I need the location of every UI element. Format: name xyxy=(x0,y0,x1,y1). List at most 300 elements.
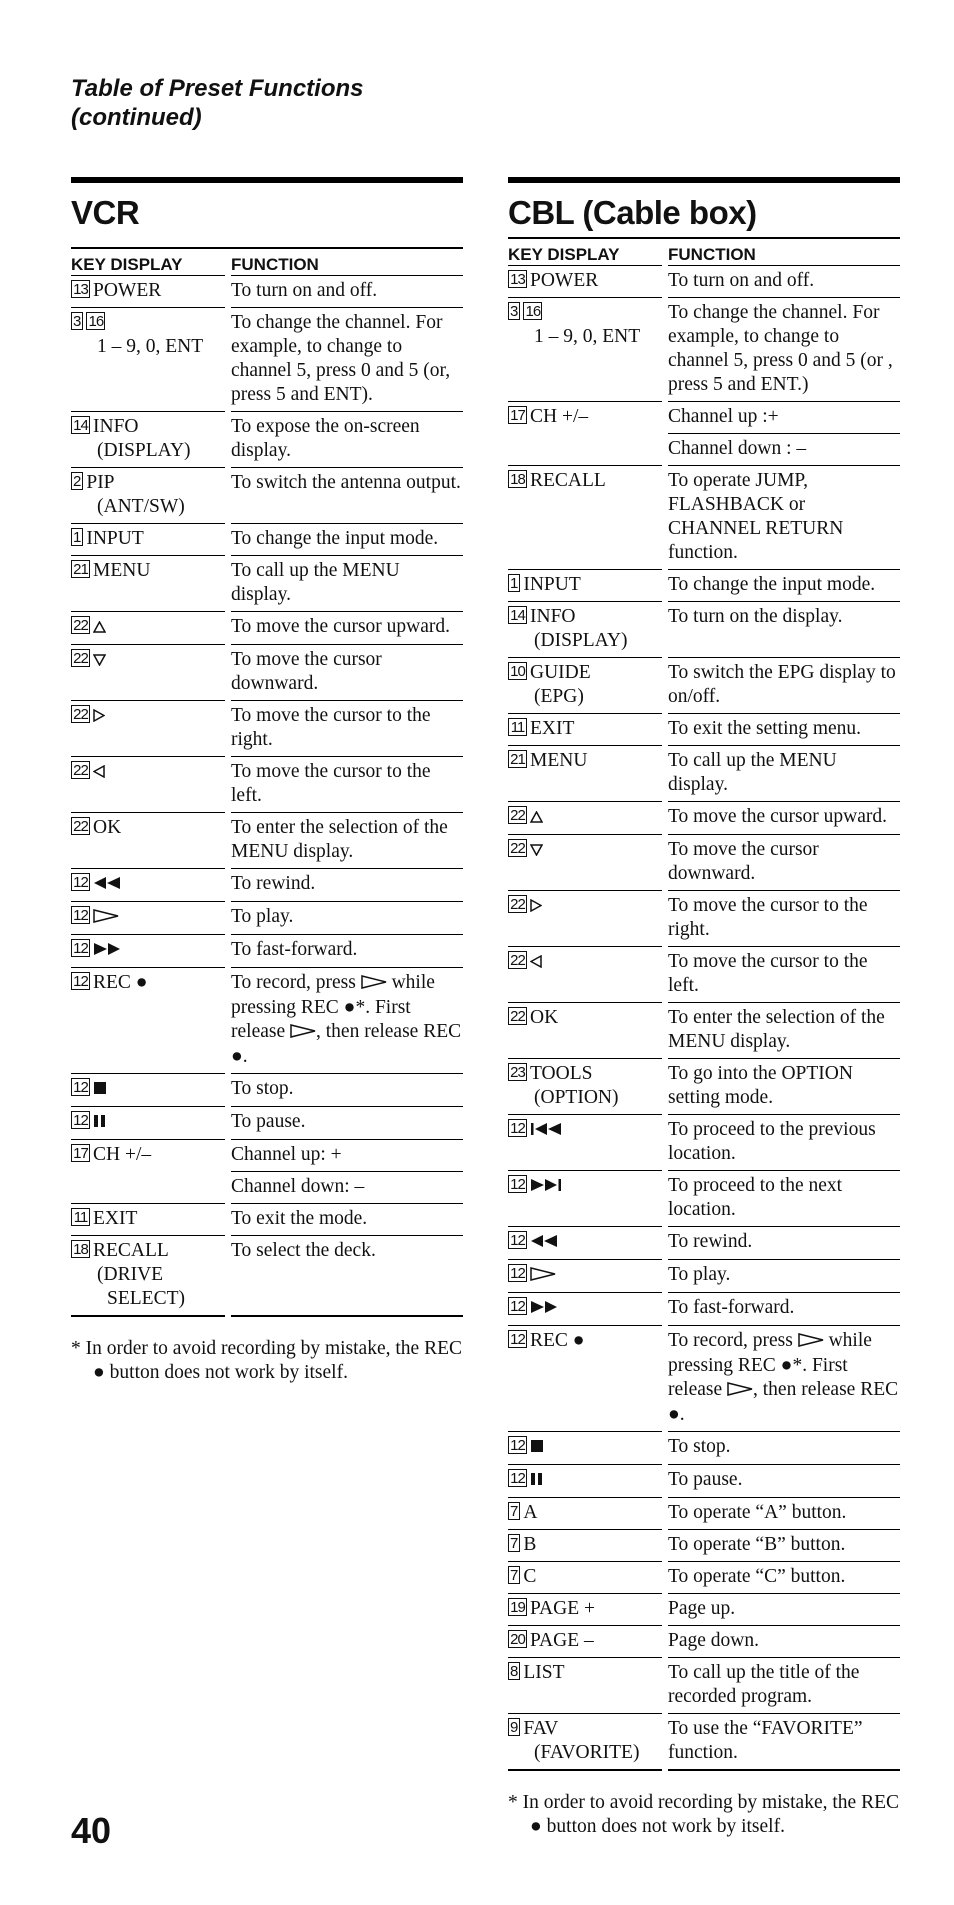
key-number-box: 22 xyxy=(508,806,527,824)
function-cell xyxy=(668,802,900,835)
page-number: 40 xyxy=(71,1810,112,1851)
key-number-box: 12 xyxy=(508,1436,527,1454)
function-cell xyxy=(668,1530,900,1562)
key-number-box: 1 xyxy=(73,529,82,546)
function-text: To move the cursor to the left. xyxy=(668,947,900,1003)
key-display-cell xyxy=(508,1227,662,1260)
table-row xyxy=(508,1626,900,1658)
function-cell xyxy=(231,276,463,308)
table-row xyxy=(508,802,900,835)
function-cell xyxy=(668,266,900,298)
tri-left-icon xyxy=(93,761,105,785)
rewind-icon xyxy=(530,1231,558,1255)
function-cell xyxy=(231,612,463,645)
table-row xyxy=(508,1714,900,1771)
key-label: OK xyxy=(530,1007,559,1028)
table-row xyxy=(71,869,463,902)
key-number-box: 12 xyxy=(508,1231,527,1249)
key-display-cell xyxy=(71,902,225,935)
key-number-box: 12 xyxy=(71,1078,90,1096)
heading-line-1: Table of Preset Functions xyxy=(71,75,364,102)
key-number-box: 22 xyxy=(71,649,90,667)
function-text: To switch the antenna output. xyxy=(231,468,463,524)
function-text: To call up the MENU display. xyxy=(231,556,463,612)
tri-down-icon xyxy=(530,839,543,863)
function-text: To move the cursor to the left. xyxy=(231,757,463,813)
key-number-box: 7 xyxy=(510,1567,519,1584)
function-text: Page up. xyxy=(668,1594,900,1626)
table-row xyxy=(508,1326,900,1432)
key-display-cell xyxy=(508,1658,662,1714)
play-icon xyxy=(530,1264,556,1288)
function-cell xyxy=(231,645,463,701)
table-row xyxy=(508,1003,900,1059)
key-display-header: KEY DISPLAY xyxy=(508,239,662,266)
function-header: FUNCTION xyxy=(668,239,900,266)
tri-left-icon xyxy=(530,951,542,975)
key-label: RECALL xyxy=(530,470,606,491)
table-row xyxy=(71,468,463,524)
key-label: GUIDE xyxy=(530,662,591,683)
table-row xyxy=(508,1432,900,1465)
function-cell xyxy=(668,1658,900,1714)
key-label: INPUT xyxy=(86,528,144,549)
function-cell xyxy=(231,308,463,412)
key-display-cell xyxy=(508,1115,662,1171)
function-text: To switch the EPG display to on/off. xyxy=(668,658,900,714)
table-row xyxy=(71,412,463,468)
key-number-box: 3 xyxy=(510,303,519,320)
key-number-box: 12 xyxy=(508,1469,527,1487)
function-text: To change the channel. For example, to change to channel 5, press 0 and 5 (or , press 5 and ENT.) xyxy=(668,298,900,402)
function-cell xyxy=(668,1465,900,1498)
stop-icon xyxy=(93,1078,107,1102)
tri-right-icon xyxy=(93,705,105,729)
key-label: MENU xyxy=(530,750,588,771)
key-number-box: 22 xyxy=(508,1007,527,1025)
pause-icon xyxy=(530,1469,544,1493)
key-number-box: 12 xyxy=(508,1330,527,1348)
key-number-box: 12 xyxy=(71,906,90,924)
function-text: To fast-forward. xyxy=(231,935,463,968)
function-text: To proceed to the previous location. xyxy=(668,1115,900,1171)
function-cell xyxy=(231,813,463,869)
function-text: Channel down: – xyxy=(231,1172,463,1204)
key-label: MENU xyxy=(93,560,151,581)
table-row xyxy=(508,1498,900,1530)
key-label: B xyxy=(523,1534,537,1555)
table-row xyxy=(71,701,463,757)
function-cell xyxy=(231,968,463,1074)
key-number-box: 12 xyxy=(508,1264,527,1282)
key-number-box: 12 xyxy=(71,1111,90,1129)
table-row xyxy=(508,1115,900,1171)
vcr-table xyxy=(71,247,463,1317)
table-row xyxy=(71,1107,463,1140)
function-text: To move the cursor upward. xyxy=(231,612,463,645)
fast-forward-icon xyxy=(530,1297,558,1321)
key-number-box: 3 xyxy=(73,313,82,330)
key-display-cell xyxy=(71,1107,225,1140)
key-display-cell xyxy=(508,1498,662,1530)
key-display-cell xyxy=(71,524,225,556)
tri-right-icon xyxy=(530,895,542,919)
function-cell xyxy=(231,701,463,757)
function-text: To exit the mode. xyxy=(231,1204,463,1236)
function-cell xyxy=(668,1626,900,1658)
table-row xyxy=(71,968,463,1074)
key-number-box: 22 xyxy=(508,839,527,857)
stop-icon xyxy=(530,1436,544,1460)
key-display-cell xyxy=(508,658,662,714)
key-display-cell xyxy=(71,757,225,813)
key-number-box: 21 xyxy=(71,560,90,578)
key-number-box: 19 xyxy=(508,1598,527,1616)
key-display-cell xyxy=(508,1530,662,1562)
function-cell xyxy=(668,658,900,714)
key-label-continued: (DISPLAY) xyxy=(534,630,628,651)
function-text: To change the channel. For example, to change to channel 5, press 0 and 5 (or, press 5 and ENT). xyxy=(231,308,463,412)
function-cell xyxy=(231,902,463,935)
key-label-continued: 1 – 9, 0, ENT xyxy=(534,326,641,347)
key-label: PAGE – xyxy=(530,1630,594,1651)
key-number-box: 16 xyxy=(86,312,105,330)
function-text: To fast-forward. xyxy=(668,1293,900,1326)
function-text: To play. xyxy=(231,902,463,935)
key-display-cell xyxy=(508,570,662,602)
key-display-cell xyxy=(508,298,662,402)
key-label: INFO xyxy=(93,416,139,437)
function-cell xyxy=(231,1140,463,1204)
function-cell xyxy=(231,935,463,968)
key-label: POWER xyxy=(530,270,599,291)
key-label: FAV xyxy=(523,1718,559,1739)
function-text: Page down. xyxy=(668,1626,900,1658)
function-cell xyxy=(231,412,463,468)
key-label: REC ● xyxy=(530,1330,585,1351)
function-text: To stop. xyxy=(231,1074,463,1107)
key-display-cell xyxy=(71,1236,225,1317)
function-cell xyxy=(231,1107,463,1140)
key-number-box: 20 xyxy=(508,1630,527,1648)
key-display-cell xyxy=(71,869,225,902)
play-icon xyxy=(93,906,119,930)
key-label: EXIT xyxy=(530,718,575,739)
function-cell xyxy=(668,1498,900,1530)
function-text: To turn on and off. xyxy=(231,276,463,308)
table-row xyxy=(71,556,463,612)
key-display-header: KEY DISPLAY xyxy=(71,249,225,276)
page-heading xyxy=(71,74,364,132)
function-cell xyxy=(668,402,900,466)
table-row xyxy=(508,466,900,570)
key-display-cell xyxy=(71,276,225,308)
key-number-box: 7 xyxy=(510,1535,519,1552)
function-cell xyxy=(668,1326,900,1432)
function-cell xyxy=(668,1293,900,1326)
table-row xyxy=(508,1562,900,1594)
table-row xyxy=(508,835,900,891)
function-text: To operate “A” button. xyxy=(668,1498,900,1530)
function-text: To call up the MENU display. xyxy=(668,746,900,802)
table-row xyxy=(508,1530,900,1562)
function-cell xyxy=(668,714,900,746)
table-row xyxy=(71,524,463,556)
prev-icon xyxy=(530,1119,562,1143)
vcr-section xyxy=(71,177,463,1385)
play-icon xyxy=(290,1021,316,1045)
function-text: To turn on and off. xyxy=(668,266,900,298)
function-text: To move the cursor upward. xyxy=(668,802,900,835)
key-label: A xyxy=(523,1502,538,1523)
key-label-continued: SELECT) xyxy=(107,1288,185,1309)
table-row xyxy=(508,1171,900,1227)
key-display-cell xyxy=(508,1594,662,1626)
key-number-box: 12 xyxy=(71,873,90,891)
key-number-box: 21 xyxy=(508,750,527,768)
function-cell xyxy=(231,468,463,524)
key-number-box: 22 xyxy=(508,895,527,913)
key-label-continued: (OPTION) xyxy=(534,1087,619,1108)
vcr-table-header xyxy=(71,247,463,276)
key-label: POWER xyxy=(93,280,162,301)
table-row xyxy=(71,308,463,412)
key-display-cell xyxy=(508,266,662,298)
key-display-cell xyxy=(508,466,662,570)
function-text: To enter the selection of the MENU display. xyxy=(231,813,463,869)
key-number-box: 13 xyxy=(508,270,527,288)
key-number-box: 23 xyxy=(508,1063,527,1081)
function-cell xyxy=(231,1074,463,1107)
key-number-box: 12 xyxy=(71,939,90,957)
cbl-section xyxy=(508,177,900,1839)
key-label: PIP xyxy=(86,472,115,493)
function-text: To record, press while pressing REC ●*. First release , then release REC ●. xyxy=(231,968,463,1074)
function-text: Channel up :+ xyxy=(668,402,900,434)
key-display-cell xyxy=(508,714,662,746)
key-display-cell xyxy=(71,412,225,468)
function-cell xyxy=(231,524,463,556)
table-row xyxy=(71,1140,463,1204)
key-number-box: 1 xyxy=(510,575,519,592)
function-cell xyxy=(668,1260,900,1293)
key-number-box: 8 xyxy=(510,1663,519,1680)
pause-icon xyxy=(93,1111,107,1135)
function-text: To turn on the display. xyxy=(668,602,900,658)
key-number-box: 17 xyxy=(71,1144,90,1162)
function-text: Channel up: + xyxy=(231,1140,463,1172)
function-text: To rewind. xyxy=(668,1227,900,1260)
tri-up-icon xyxy=(93,616,106,640)
function-text: To exit the setting menu. xyxy=(668,714,900,746)
key-number-box: 22 xyxy=(71,705,90,723)
key-number-box: 11 xyxy=(71,1208,90,1226)
key-display-cell xyxy=(508,1714,662,1771)
cbl-section-title: CBL (Cable box) xyxy=(508,177,900,237)
function-text: To go into the OPTION setting mode. xyxy=(668,1059,900,1115)
key-display-cell xyxy=(508,1293,662,1326)
function-cell xyxy=(668,466,900,570)
table-row xyxy=(71,902,463,935)
function-text: To call up the title of the recorded program. xyxy=(668,1658,900,1714)
function-cell xyxy=(668,1714,900,1771)
key-number-box: 18 xyxy=(71,1240,90,1258)
key-number-box: 22 xyxy=(71,616,90,634)
function-text: To operate JUMP, FLASHBACK or CHANNEL RETURN function. xyxy=(668,466,900,570)
table-row xyxy=(508,947,900,1003)
function-cell xyxy=(668,570,900,602)
function-text: Channel down : – xyxy=(668,434,900,466)
key-display-cell xyxy=(508,1171,662,1227)
key-display-cell xyxy=(508,1562,662,1594)
function-text: To move the cursor to the right. xyxy=(231,701,463,757)
function-cell xyxy=(668,1059,900,1115)
fast-forward-icon xyxy=(93,939,121,963)
table-row xyxy=(71,757,463,813)
function-cell xyxy=(231,556,463,612)
key-label: REC ● xyxy=(93,972,148,993)
key-label-continued: (FAVORITE) xyxy=(534,1742,640,1763)
key-display-cell xyxy=(508,746,662,802)
table-row xyxy=(71,1204,463,1236)
key-label: CH +/– xyxy=(93,1144,152,1165)
tri-up-icon xyxy=(530,806,543,830)
cbl-table xyxy=(508,237,900,1771)
key-display-cell xyxy=(71,935,225,968)
function-cell xyxy=(668,1171,900,1227)
key-display-cell xyxy=(508,802,662,835)
key-label: INFO xyxy=(530,606,576,627)
key-number-box: 22 xyxy=(71,761,90,779)
key-display-cell xyxy=(508,835,662,891)
key-number-box: 13 xyxy=(71,280,90,298)
function-cell xyxy=(668,891,900,947)
key-number-box: 12 xyxy=(508,1119,527,1137)
key-number-box: 18 xyxy=(508,470,527,488)
key-label: LIST xyxy=(523,1662,565,1683)
function-cell xyxy=(668,947,900,1003)
function-cell xyxy=(668,746,900,802)
function-text: To enter the selection of the MENU display. xyxy=(668,1003,900,1059)
function-cell xyxy=(668,298,900,402)
key-display-cell xyxy=(71,612,225,645)
function-text: To change the input mode. xyxy=(668,570,900,602)
key-display-cell xyxy=(508,1059,662,1115)
key-display-cell xyxy=(71,308,225,412)
function-cell xyxy=(668,835,900,891)
key-display-cell xyxy=(508,1326,662,1432)
table-row xyxy=(508,298,900,402)
key-number-box: 14 xyxy=(71,416,90,434)
function-text: To select the deck. xyxy=(231,1236,463,1317)
vcr-table-body xyxy=(71,276,463,1317)
function-text: To move the cursor to the right. xyxy=(668,891,900,947)
function-cell xyxy=(231,757,463,813)
key-display-cell xyxy=(508,402,662,466)
key-display-cell xyxy=(71,1204,225,1236)
key-label-continued: 1 – 9, 0, ENT xyxy=(97,336,204,357)
key-number-box: 16 xyxy=(523,302,542,320)
play-icon xyxy=(798,1330,824,1354)
tri-down-icon xyxy=(93,649,106,673)
function-text: To proceed to the next location. xyxy=(668,1171,900,1227)
key-display-cell xyxy=(71,645,225,701)
key-display-cell xyxy=(71,813,225,869)
key-number-box: 14 xyxy=(508,606,527,624)
key-display-cell xyxy=(508,1465,662,1498)
table-row xyxy=(508,1293,900,1326)
vcr-footnote: * In order to avoid recording by mistake, the REC ● button does not work by itself. xyxy=(71,1338,462,1383)
function-cell xyxy=(668,1003,900,1059)
table-row xyxy=(71,1074,463,1107)
key-display-cell xyxy=(508,1432,662,1465)
cbl-table-body xyxy=(508,266,900,1771)
table-row xyxy=(508,266,900,298)
function-text: To change the input mode. xyxy=(231,524,463,556)
function-cell xyxy=(231,869,463,902)
function-text: To operate “C” button. xyxy=(668,1562,900,1594)
table-row xyxy=(508,602,900,658)
function-cell xyxy=(668,1562,900,1594)
table-row xyxy=(71,813,463,869)
vcr-section-title: VCR xyxy=(71,177,463,247)
key-label: INPUT xyxy=(523,574,581,595)
key-display-cell xyxy=(508,602,662,658)
function-text: To pause. xyxy=(668,1465,900,1498)
key-number-box: 22 xyxy=(71,817,90,835)
table-row xyxy=(508,714,900,746)
function-text: To expose the on-screen display. xyxy=(231,412,463,468)
key-label: PAGE + xyxy=(530,1598,596,1619)
key-display-cell xyxy=(71,468,225,524)
table-row xyxy=(508,891,900,947)
function-text: To stop. xyxy=(668,1432,900,1465)
function-cell xyxy=(668,1227,900,1260)
key-label: TOOLS xyxy=(530,1063,593,1084)
key-display-cell xyxy=(71,1140,225,1204)
function-text: To use the “FAVORITE” function. xyxy=(668,1714,900,1771)
key-label-continued: (DISPLAY) xyxy=(97,440,191,461)
table-row xyxy=(508,402,900,466)
key-label: C xyxy=(523,1566,537,1587)
key-display-cell xyxy=(71,556,225,612)
play-icon xyxy=(727,1379,753,1403)
key-number-box: 10 xyxy=(508,662,527,680)
key-display-cell xyxy=(508,1626,662,1658)
key-number-box: 17 xyxy=(508,406,527,424)
function-cell xyxy=(668,1432,900,1465)
key-label-continued: (EPG) xyxy=(534,686,584,707)
function-text: To play. xyxy=(668,1260,900,1293)
key-number-box: 22 xyxy=(508,951,527,969)
key-number-box: 2 xyxy=(73,473,82,490)
table-row xyxy=(71,645,463,701)
table-row xyxy=(508,1059,900,1115)
function-text: To operate “B” button. xyxy=(668,1530,900,1562)
table-row xyxy=(508,570,900,602)
key-label-continued: (ANT/SW) xyxy=(97,496,185,517)
key-label-continued: (DRIVE xyxy=(97,1264,164,1285)
function-text: To move the cursor downward. xyxy=(668,835,900,891)
key-number-box: 12 xyxy=(71,972,90,990)
key-display-cell xyxy=(508,1003,662,1059)
cbl-footnote: * In order to avoid recording by mistake, the REC ● button does not work by itself. xyxy=(508,1792,899,1837)
function-header: FUNCTION xyxy=(231,249,463,276)
table-row xyxy=(71,276,463,308)
function-text: To move the cursor downward. xyxy=(231,645,463,701)
function-text: To pause. xyxy=(231,1107,463,1140)
table-row xyxy=(508,1594,900,1626)
